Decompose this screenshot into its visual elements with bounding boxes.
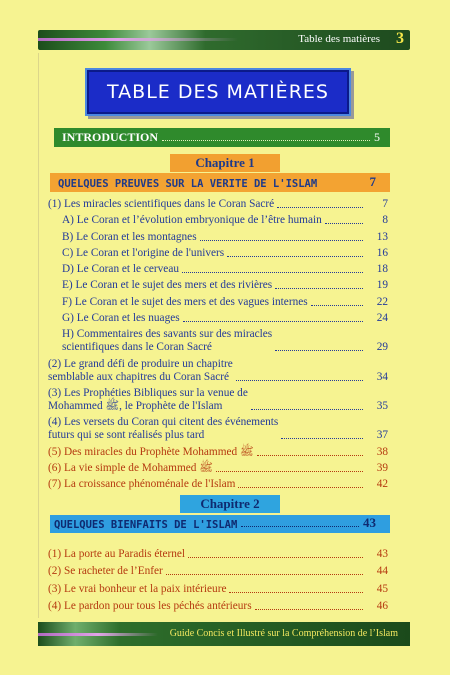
header-title: Table des matières: [298, 33, 380, 45]
toc-entry[interactable]: [48, 462, 388, 475]
toc-entry-label: F) Le Coran et le sujet des mers et des vagues internes: [62, 295, 308, 308]
toc-entry[interactable]: [48, 478, 388, 491]
chapter1-title: QUELQUES PREUVES SUR LA VERITE DE L'ISLAM: [58, 178, 318, 190]
toc-entry-page: 24: [376, 312, 388, 325]
toc-entry-label: (5) Des miracles du Prophète Mohammed ﷺ: [48, 445, 254, 458]
header-bar: [38, 30, 410, 50]
toc-entry[interactable]: [48, 231, 388, 244]
toc-entry-label: (4) Les versets du Coran qui citent des événements futurs qui se sont réalisés plus tard: [48, 416, 279, 442]
toc-entry-label: E) Le Coran et le sujet des mers et des rivières: [62, 279, 273, 292]
toc-entry[interactable]: [48, 548, 388, 561]
toc-entry-label: H) Commentaires des savants sur des miracles scientifiques dans le Coran Sacré: [62, 328, 273, 354]
toc-entry[interactable]: [48, 416, 388, 442]
leader-dots: [166, 574, 363, 575]
toc-entry-page: 38: [376, 445, 388, 458]
toc-entry[interactable]: [48, 600, 388, 613]
leader-dots: [241, 526, 359, 527]
toc-entry-label: (2) Se racheter de l’Enfer: [48, 565, 163, 578]
leader-dots: [238, 487, 363, 488]
toc-entry-page: 39: [376, 461, 388, 474]
toc-entry-label: (4) Le pardon pour tous les péchés antérieurs: [48, 599, 252, 612]
toc-entry-page: 34: [376, 370, 388, 383]
toc-entry-page: 45: [376, 582, 388, 595]
toc-entry-page: 13: [376, 230, 388, 243]
introduction-row[interactable]: [62, 129, 380, 145]
toc-entry-page: 29: [376, 341, 388, 354]
toc-entry[interactable]: [48, 279, 388, 292]
toc-entry[interactable]: [48, 565, 388, 578]
toc-entry-page: 46: [376, 599, 388, 612]
toc-entry-page: 8: [382, 214, 388, 227]
toc-entry-label: A) Le Coran et l’évolution embryonique de l’être humain: [62, 214, 322, 227]
footer-stripe: [38, 633, 158, 636]
toc-entry-label: (3) Les Prophéties Bibliques sur la venue de Mohammed ﷺ, le Prophète de l'Islam: [48, 386, 248, 412]
toc-entry-page: 22: [376, 295, 388, 308]
chapter2-page: 43: [363, 515, 376, 530]
footer-text: Guide Concis et Illustré sur la Compréhension de l’Islam: [169, 628, 398, 639]
toc-entry-label: (7) La croissance phénoménale de l'Islam: [48, 478, 236, 491]
toc-entry-label: B) Le Coran et les montagnes: [62, 230, 197, 243]
toc-title-box: [85, 68, 351, 116]
toc-entry[interactable]: [48, 387, 388, 413]
toc-entry-label: (1) La porte au Paradis éternel: [48, 548, 186, 560]
toc-entry[interactable]: [48, 247, 388, 260]
leader-dots: [257, 455, 363, 456]
toc-entry-label: (2) Le grand défi de produire un chapitre semblable aux chapitres du Coran Sacré: [48, 357, 233, 383]
chapter1-entries: [48, 198, 388, 494]
leader-dots: [183, 321, 363, 322]
leader-dots: [251, 409, 363, 410]
toc-entry-page: 18: [376, 263, 388, 276]
leader-dots: [255, 609, 363, 610]
leader-dots: [311, 305, 363, 306]
chapter2-title-row[interactable]: [54, 515, 376, 531]
toc-entry-page: 37: [376, 429, 388, 442]
chapter1-title-row[interactable]: [58, 174, 376, 190]
chapter2-title: QUELQUES BIENFAITS DE L'ISLAM: [54, 519, 238, 531]
toc-entry-page: 7: [382, 198, 388, 210]
chapter1-label: Chapitre 1: [170, 154, 280, 172]
toc-entry-page: 44: [376, 565, 388, 578]
leader-dots: [281, 438, 363, 439]
toc-entry-label: (3) Le vrai bonheur et la paix intérieure: [48, 582, 227, 595]
leader-dots: [200, 240, 363, 241]
chapter2-entries: [48, 548, 388, 617]
toc-entry-label: (6) La vie simple de Mohammed ﷺ: [48, 461, 213, 474]
leader-dots: [325, 223, 363, 224]
leader-dots: [277, 207, 363, 208]
leader-dots: [182, 272, 363, 273]
toc-entry-page: 19: [376, 279, 388, 292]
toc-entry-label: C) Le Coran et l'origine de l'univers: [62, 246, 225, 259]
toc-entry[interactable]: [48, 583, 388, 596]
toc-title: TABLE DES MATIÈRES: [107, 81, 329, 103]
side-rule: [38, 53, 39, 618]
toc-entry-label: G) Le Coran et les nuages: [62, 312, 180, 325]
leader-dots: [275, 288, 363, 289]
toc-entry-page: 35: [376, 399, 388, 412]
leader-dots: [236, 380, 363, 381]
toc-entry[interactable]: [48, 312, 388, 325]
header-stripe: [38, 38, 238, 41]
leader-dots: [275, 350, 363, 351]
leader-dots: [188, 557, 363, 558]
leader-dots: [216, 471, 363, 472]
toc-entry[interactable]: [48, 296, 388, 309]
leader-dots: [227, 256, 363, 257]
toc-entry[interactable]: [48, 214, 388, 227]
toc-entry-page: 43: [376, 548, 388, 560]
chapter1-page: 7: [369, 174, 376, 189]
introduction-page: 5: [374, 130, 380, 144]
toc-entry[interactable]: [48, 358, 388, 384]
leader-dots: [162, 140, 370, 141]
toc-entry[interactable]: [48, 263, 388, 276]
toc-entry-page: 42: [376, 478, 388, 491]
footer-bar: [38, 622, 410, 646]
toc-entry[interactable]: [48, 446, 388, 459]
page-number: 3: [396, 30, 404, 47]
chapter2-label: Chapitre 2: [180, 495, 280, 513]
leader-dots: [229, 592, 363, 593]
toc-entry-label: (1) Les miracles scientifiques dans le Coran Sacré: [48, 198, 275, 210]
toc-entry-label: D) Le Coran et le cerveau: [62, 263, 179, 276]
toc-entry[interactable]: [48, 328, 388, 354]
toc-entry-page: 16: [376, 246, 388, 259]
toc-entry[interactable]: [48, 198, 388, 211]
introduction-label: INTRODUCTION: [62, 130, 159, 144]
